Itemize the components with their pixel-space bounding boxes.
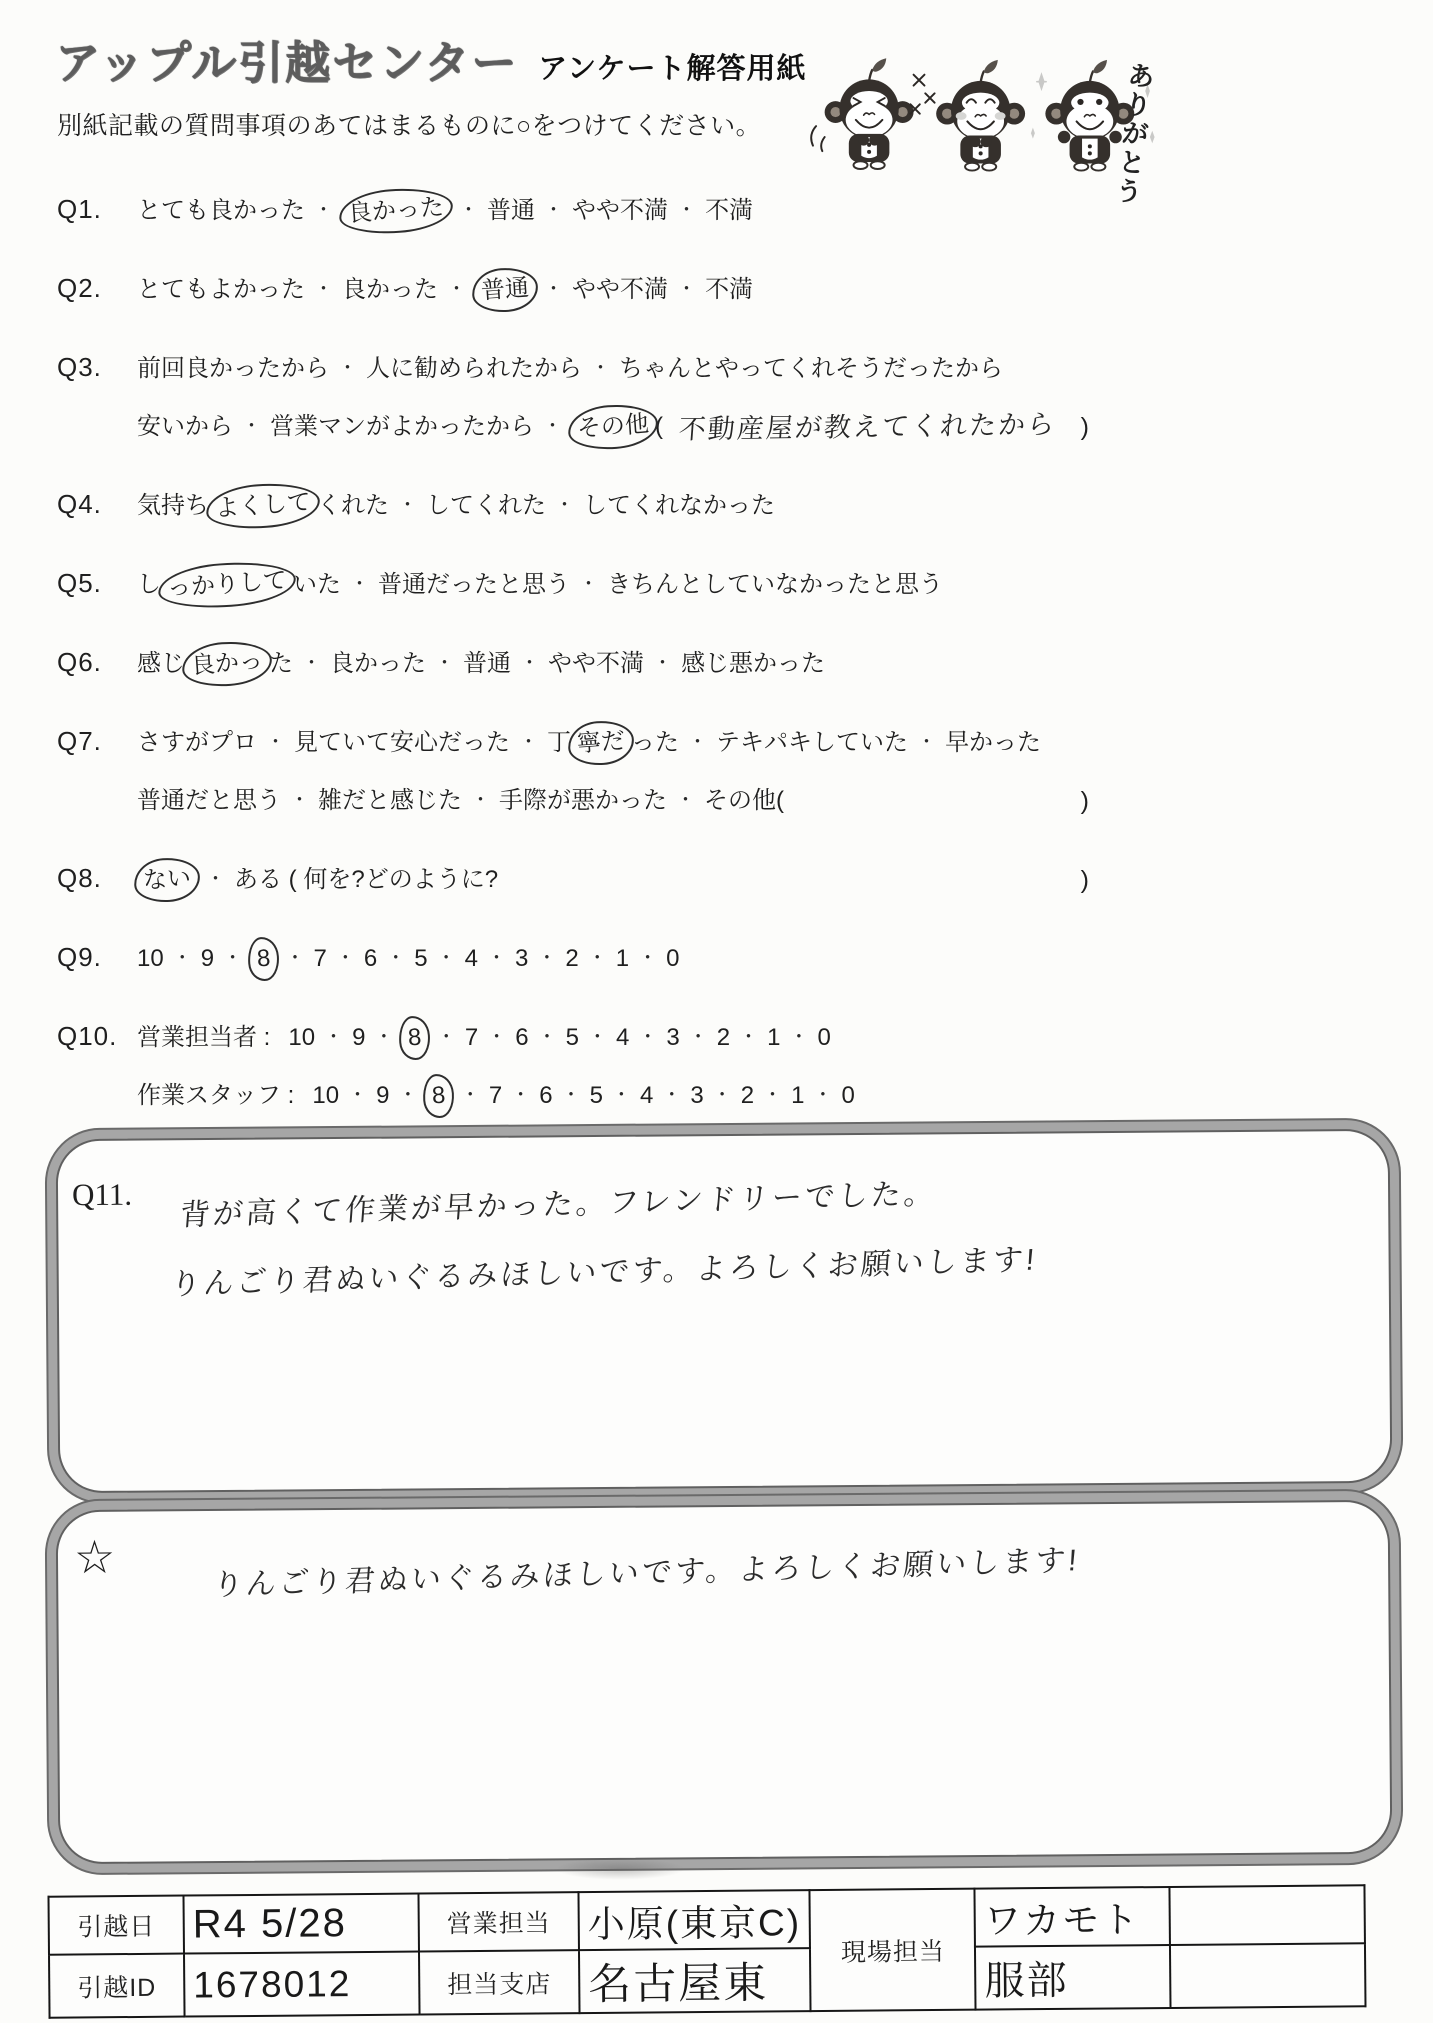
question-lines [137, 863, 1089, 897]
option-separator: ・ [688, 732, 708, 753]
option-separator: ・ [290, 790, 310, 811]
option-text: 5 [589, 1082, 603, 1109]
option-text: 見ていて安心だった [294, 729, 511, 756]
question-row [57, 194, 1077, 228]
option-text: 0 [841, 1082, 855, 1109]
option-separator: ・ [350, 574, 370, 595]
option-text: 3 [666, 1024, 680, 1051]
question-label: Q5. [57, 568, 102, 598]
option-separator: ・ [471, 790, 491, 811]
question-lines [137, 726, 1089, 818]
q11-handwritten-line1: 背が高くて作業が早かった。フレンドリーでした。 [178, 1177, 939, 1233]
option-separator: ・ [591, 358, 611, 379]
option-separator: ・ [487, 1027, 507, 1048]
circled-option: よくして [205, 480, 322, 532]
option-separator: ・ [398, 495, 418, 516]
option-text: 7 [464, 1024, 479, 1051]
circled-option: 良かっ [181, 639, 274, 689]
question-line [137, 568, 1089, 602]
option-text: 1 [615, 945, 630, 972]
question-row [57, 273, 1077, 307]
option-separator: ・ [579, 574, 599, 595]
question-label: Q10. [57, 1021, 118, 1051]
sales-rep-value: 小原(東京C) [578, 1890, 810, 1950]
circled-option: 8 [422, 1073, 456, 1119]
option-separator: ・ [266, 732, 286, 753]
empty-cell [1170, 1885, 1365, 1945]
question-lines [137, 568, 1089, 602]
option-separator: ・ [688, 1027, 708, 1048]
circled-option: ない [133, 856, 202, 904]
option-separator: ・ [677, 200, 697, 221]
circled-option: 寧だ [567, 719, 636, 767]
option-text: 感じ [137, 650, 185, 677]
option-separator: ・ [544, 200, 564, 221]
option-text: 6 [515, 1024, 529, 1051]
option-text: 営業マンがよかったから [270, 413, 535, 440]
question-row [57, 568, 1077, 602]
option-separator: ・ [739, 1027, 759, 1048]
option-separator: ・ [206, 869, 226, 890]
option-text: 10 [137, 945, 164, 972]
option-text: 9 [352, 1024, 366, 1051]
option-separator: ・ [587, 948, 607, 969]
option-separator: ・ [302, 653, 322, 674]
option-text: 雑だと感じた [318, 787, 463, 814]
question-label: Q4. [57, 489, 102, 519]
move-date-value: R4 5/28 [183, 1894, 418, 1954]
option-text: 1 [791, 1082, 805, 1109]
option-separator: ・ [486, 948, 506, 969]
option-text: してくれた [426, 492, 547, 519]
option-text: 普通だったと思う [378, 571, 571, 598]
sub-question-label: 作業スタッフ : [137, 1082, 295, 1109]
option-separator: ・ [677, 279, 697, 300]
question-line [137, 352, 1089, 386]
option-text: やや不満 [548, 650, 645, 677]
question-label: Q9. [57, 942, 102, 972]
star-comment-box [56, 1500, 1393, 1864]
q11-label: Q11. [71, 1176, 133, 1213]
star-icon: ☆ [73, 1530, 116, 1584]
circled-option: 8 [398, 1015, 432, 1061]
question-lines [137, 273, 1089, 307]
option-separator: ・ [611, 1085, 631, 1106]
option-separator: ・ [763, 1085, 783, 1106]
option-text: 4 [464, 945, 478, 972]
option-text: 2 [565, 945, 579, 972]
option-separator: ・ [712, 1085, 732, 1106]
question-line [137, 942, 1089, 976]
option-separator: ・ [537, 1027, 557, 1048]
option-separator: ・ [338, 358, 358, 379]
circled-option: 良かった [338, 185, 455, 237]
option-separator: ・ [561, 1085, 581, 1106]
question-row [57, 942, 1077, 976]
option-text: 6 [363, 945, 378, 972]
question-line [137, 1021, 1089, 1055]
option-separator: ・ [587, 1027, 607, 1048]
option-text: 普通だと思う [137, 787, 281, 814]
option-text: とてもよかった [137, 276, 305, 303]
option-text: 不満 [705, 197, 754, 224]
option-separator: ・ [638, 948, 658, 969]
option-text: 10 [312, 1082, 340, 1109]
option-text: 5 [414, 945, 428, 972]
question-label: Q6. [57, 647, 102, 677]
branch-label: 担当支店 [419, 1950, 580, 2014]
question-row [57, 489, 1077, 523]
option-separator: ・ [543, 416, 563, 437]
option-text: ある ( 何を?どのように? [234, 866, 499, 893]
option-text: 前回良かったから [137, 355, 329, 382]
option-separator: ・ [555, 495, 575, 516]
question-lines [137, 647, 1089, 681]
option-text: 3 [690, 1082, 704, 1109]
question-lines [137, 352, 1089, 444]
thanks-vertical-text: ありがとう [1114, 59, 1156, 208]
option-text: 7 [313, 945, 327, 972]
option-text: くれた [317, 492, 389, 519]
closing-paren: ) [1080, 413, 1089, 441]
closing-paren: ) [1080, 866, 1089, 894]
option-separator: ・ [511, 1085, 531, 1106]
question-line [137, 273, 1089, 307]
option-separator: ・ [436, 1027, 456, 1048]
question-label: Q8. [57, 863, 102, 893]
question-lines [137, 1021, 1089, 1113]
empty-cell [1170, 1943, 1366, 2008]
option-text: 感じ悪かった [681, 650, 826, 677]
question-label: Q2. [57, 273, 102, 303]
option-text: 10 [288, 1024, 316, 1051]
option-text: 6 [539, 1082, 553, 1109]
question-label: Q7. [57, 726, 102, 756]
option-text: 4 [615, 1024, 630, 1051]
q11-comment-box [56, 1129, 1393, 1493]
option-text: ちゃんとやってくれそうだったから [619, 355, 1004, 382]
site-rep-label: 現場担当 [810, 1889, 976, 2011]
option-text: 普通 [463, 650, 512, 677]
option-separator: ・ [460, 1085, 480, 1106]
option-text: 1 [767, 1024, 781, 1051]
move-id-label: 引越ID [49, 1954, 185, 2018]
option-separator: ・ [676, 790, 696, 811]
scan-smudge [555, 1858, 685, 1880]
option-text: テキパキしていた [716, 729, 909, 756]
footer-info-table [47, 1884, 1366, 2019]
option-separator: ・ [917, 732, 937, 753]
option-text: 5 [565, 1024, 579, 1051]
branch-value: 名古屋東 [579, 1948, 811, 2013]
option-text: 9 [376, 1082, 390, 1109]
option-text: 2 [716, 1024, 731, 1051]
option-text: た [269, 650, 293, 677]
q11-handwritten-line2: りんごり君ぬいぐるみほしいです。よろしくお願いします! [169, 1243, 1039, 1302]
circled-option: っかりして [157, 558, 298, 612]
question-line [137, 1079, 1089, 1113]
option-text: 普通 [487, 197, 536, 224]
question-list [57, 186, 1089, 1158]
question-line [137, 863, 1089, 897]
question-line [137, 489, 1089, 523]
option-separator: ・ [242, 416, 262, 437]
handwritten-answer: 不動産屋が教えてくれたから [677, 409, 1058, 445]
option-separator: ・ [653, 653, 673, 674]
option-separator: ・ [324, 1027, 344, 1048]
option-separator: ・ [314, 279, 334, 300]
option-text: 4 [639, 1082, 654, 1109]
option-separator: ・ [459, 200, 479, 221]
option-text: してくれなかった [583, 492, 776, 519]
question-line [137, 647, 1089, 681]
option-separator: ・ [519, 732, 539, 753]
closing-paren: ) [1080, 787, 1089, 815]
option-text: 人に勧められたから [366, 355, 583, 382]
option-text: きちんとしていなかったと思う [607, 571, 944, 598]
header [55, 26, 807, 91]
option-text: その他( [704, 787, 785, 814]
option-text: し [137, 571, 161, 598]
option-text: いた [293, 571, 341, 598]
circled-option: その他 [567, 402, 660, 452]
option-text: 手際が悪かった [499, 787, 668, 814]
option-text: 不満 [705, 276, 754, 303]
option-text: 良かった [330, 650, 427, 677]
option-separator: ・ [813, 1085, 833, 1106]
question-lines [137, 489, 1089, 523]
brand-logo-text: アップル引越センター [55, 37, 519, 88]
option-text: やや不満 [572, 197, 669, 224]
option-separator: ・ [386, 948, 406, 969]
option-text: 3 [514, 945, 529, 972]
instruction-text: 別紙記載の質問事項のあてはまるものに○をつけてください。 [57, 112, 762, 140]
circled-option: 8 [247, 936, 281, 982]
sub-question-label: 営業担当者 : [137, 1024, 271, 1051]
option-separator: ・ [172, 948, 192, 969]
option-text: 0 [817, 1024, 831, 1051]
question-row [57, 726, 1089, 818]
question-row [57, 1021, 1077, 1113]
option-separator: ・ [537, 948, 557, 969]
option-separator: ・ [435, 653, 455, 674]
option-text: 2 [740, 1082, 755, 1109]
star-handwritten-line1: りんごり君ぬいぐるみほしいです。よろしくお願いします! [211, 1544, 1081, 1603]
option-separator: ・ [662, 1085, 682, 1106]
question-label: Q1. [57, 194, 102, 224]
option-text: 7 [488, 1082, 503, 1109]
option-separator: ・ [335, 948, 355, 969]
option-text: った [631, 729, 680, 756]
option-separator: ・ [447, 279, 467, 300]
table-row [49, 1943, 1366, 2017]
sales-rep-label: 営業担当 [418, 1892, 579, 1951]
option-separator: ・ [544, 279, 564, 300]
option-separator: ・ [638, 1027, 658, 1048]
circled-option: 普通 [471, 266, 540, 314]
question-label: Q3. [57, 352, 102, 382]
question-line [137, 410, 1089, 444]
question-lines [137, 194, 1089, 228]
option-text: 丁 [547, 729, 572, 756]
question-row [57, 647, 1077, 681]
option-text: さすがプロ [137, 729, 257, 756]
option-text: ( [655, 413, 664, 440]
option-separator: ・ [314, 200, 334, 221]
site-rep-value-bottom: 服部 [975, 1945, 1171, 2010]
option-text: 良かった [342, 276, 439, 303]
option-text: 9 [200, 945, 215, 972]
question-row [57, 352, 1089, 445]
sheet-title: アンケート解答用紙 [538, 53, 807, 85]
option-text: 0 [666, 945, 680, 972]
option-separator: ・ [436, 948, 456, 969]
question-line [137, 726, 1089, 760]
option-separator: ・ [789, 1027, 809, 1048]
question-row [57, 863, 1089, 897]
option-text: やや不満 [572, 276, 669, 303]
option-separator: ・ [285, 948, 305, 969]
move-date-label: 引越日 [48, 1896, 184, 1955]
question-lines [137, 942, 1089, 976]
question-line [137, 194, 1089, 228]
option-text: 気持ち [137, 492, 209, 519]
site-rep-value-top: ワカモト [975, 1887, 1170, 1947]
option-text: 早かった [945, 729, 1042, 756]
option-separator: ・ [374, 1027, 394, 1048]
option-separator: ・ [520, 653, 540, 674]
question-line [137, 784, 1089, 818]
option-separator: ・ [348, 1085, 368, 1106]
option-separator: ・ [223, 948, 243, 969]
option-text: とても良かった [137, 197, 305, 224]
option-text: 安いから [137, 413, 233, 440]
option-separator: ・ [398, 1085, 418, 1106]
move-id-value: 1678012 [184, 1952, 420, 2017]
